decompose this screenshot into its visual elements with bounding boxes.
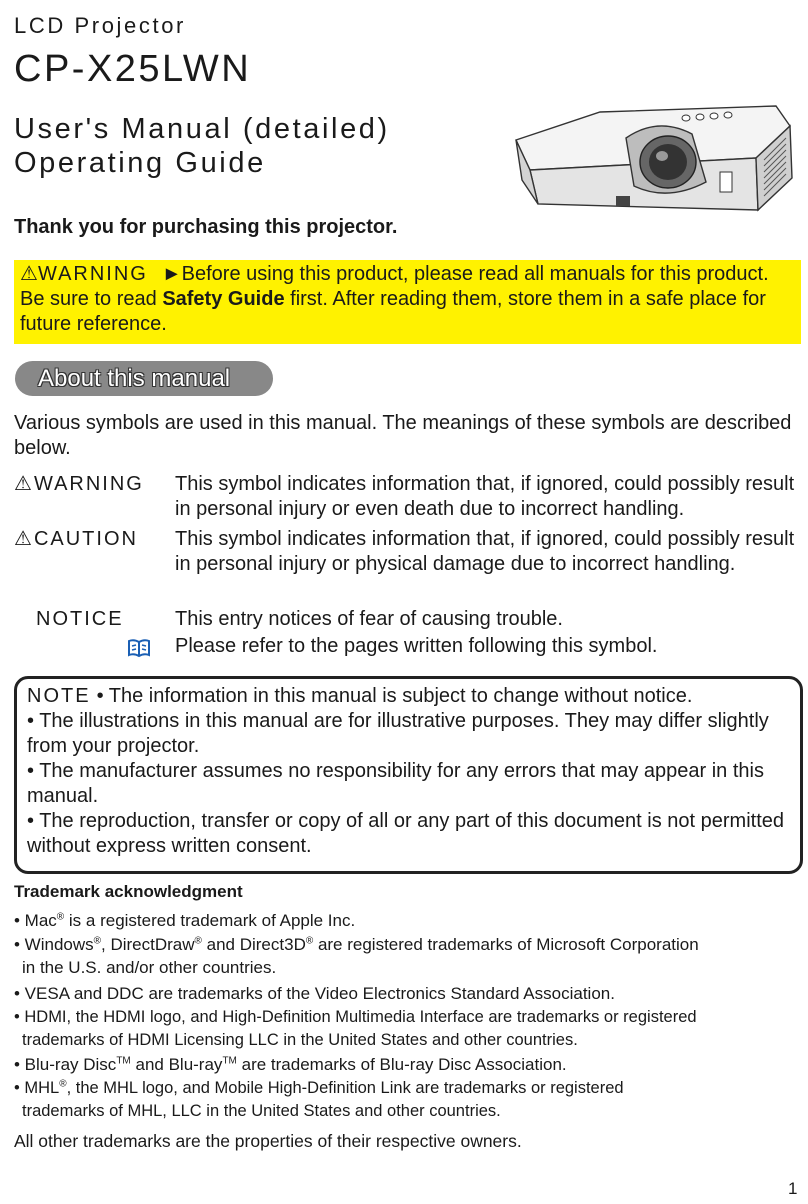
caution-triangle-icon: ⚠ — [14, 528, 34, 550]
note-item: • The illustrations in this manual are for illustrative purposes. They may differ slightly from your projector. — [27, 710, 769, 757]
warning-label: WARNING — [37, 263, 148, 285]
symbol-desc-caution: This symbol indicates information that, if ignored, could possibly result in personal injury or physical damage due to incorrect handling. — [175, 528, 795, 575]
manual-title — [14, 112, 390, 180]
trademark-mac: • Mac® is a registered trademark of Apple Inc. — [14, 911, 356, 930]
manual-title-line2: Operating Guide — [14, 147, 266, 179]
about-manual-title: About this manual — [38, 365, 231, 392]
trademark-windows: • Windows®, DirectDraw® and Direct3D® are registered trademarks of Microsoft Corporation in the U.S. and/or other countries. — [14, 935, 699, 977]
trademark-bluray: • Blu-ray Disc™ and Blu-ray™ are trademarks of Blu-ray Disc Association. — [14, 1055, 567, 1074]
warning-banner-text: ⚠WARNING ►Before using this product, please read all manuals for this product. Be sure to read Safety Guide first. After reading them, store them in a safe place for future reference. — [20, 263, 769, 335]
product-type: LCD Projector — [14, 13, 186, 38]
projector-illustration — [508, 98, 800, 220]
symbol-desc-notice: This entry notices of fear of causing trouble. — [175, 608, 563, 630]
note-text — [27, 684, 793, 859]
trademark-heading: Trademark acknowledgment — [14, 882, 243, 901]
note-item: • The information in this manual is subject to change without notice. — [96, 685, 693, 707]
note-item: • The manufacturer assumes no responsibility for any errors that may appear in this manual. — [27, 760, 764, 807]
trademark-vesa: • VESA and DDC are trademarks of the Video Electronics Standard Association. — [14, 984, 615, 1003]
symbol-label-warning: ⚠WARNING — [14, 473, 144, 495]
page-number: 1 — [788, 1179, 798, 1198]
warning-triangle-icon: ⚠ — [14, 473, 34, 495]
note-item: • The reproduction, transfer or copy of all or any part of this document is not permitted without express written consent. — [27, 810, 785, 857]
about-intro: Various symbols are used in this manual. The meanings of these symbols are described below. — [14, 412, 792, 459]
trademark-hdmi: • HDMI, the HDMI logo, and High-Definition Multimedia Interface are trademarks or registered trademarks of HDMI Licensing LLC in the United States and other countries. — [14, 1008, 697, 1049]
symbol-label-notice: NOTICE — [36, 608, 124, 630]
thank-you-heading: Thank you for purchasing this projector. — [14, 216, 398, 238]
trademark-closing: All other trademarks are the properties of their respective owners. — [14, 1131, 522, 1151]
symbol-desc-warning: This symbol indicates information that, if ignored, could possibly result in personal injury or even death due to incorrect handling. — [175, 473, 795, 520]
warning-icon: ⚠ — [20, 263, 38, 285]
trademark-mhl: • MHL®, the MHL logo, and Mobile High-Definition Link are trademarks or registered trademarks of MHL, LLC in the United States and other countries. — [14, 1078, 624, 1120]
book-reference-icon — [127, 638, 151, 658]
model-number: CP-X25LWN — [14, 48, 252, 90]
manual-title-line1: User's Manual (detailed) — [14, 113, 390, 145]
symbol-desc-reference: Please refer to the pages written following this symbol. — [175, 635, 658, 657]
safety-guide-bold: Safety Guide — [162, 288, 285, 310]
symbol-label-caution: ⚠CAUTION — [14, 528, 138, 550]
note-label: NOTE — [27, 685, 91, 707]
